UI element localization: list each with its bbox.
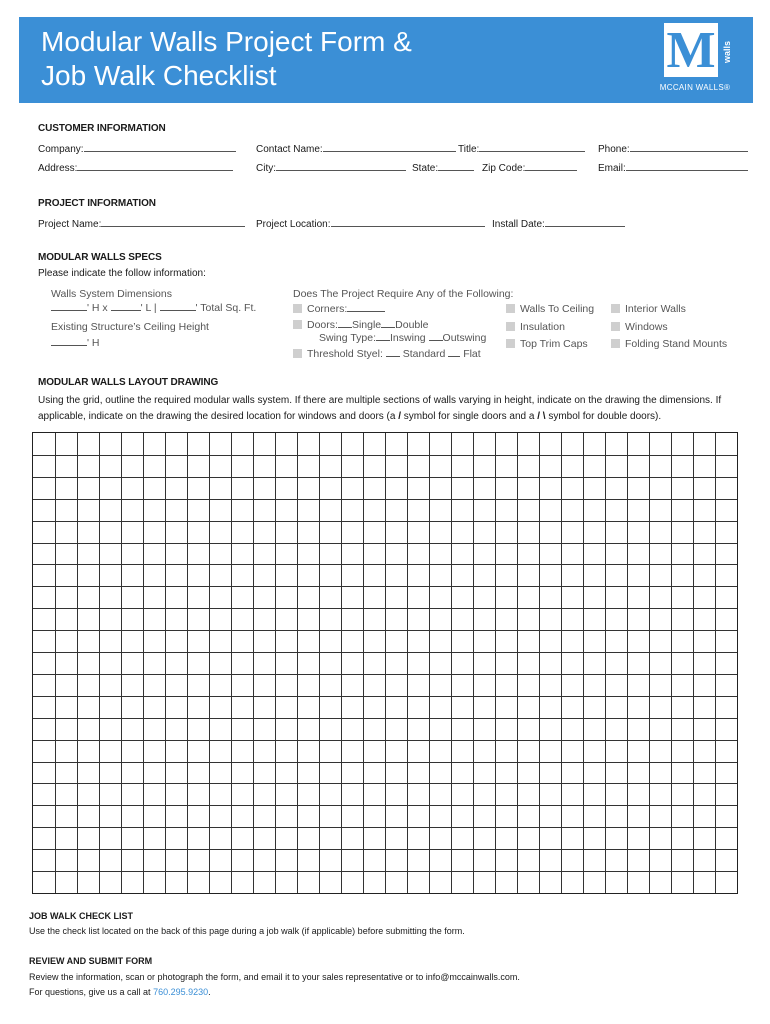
contact-name-line[interactable] xyxy=(323,143,456,152)
doors-option[interactable] xyxy=(293,319,428,331)
project-location-field[interactable] xyxy=(256,218,485,230)
height-unit: ' H x xyxy=(87,302,108,314)
layout-heading: MODULAR WALLS LAYOUT DRAWING xyxy=(38,377,219,388)
phone-field[interactable] xyxy=(598,143,748,155)
zip-line[interactable] xyxy=(525,162,577,171)
standard-line[interactable] xyxy=(386,348,400,357)
windows-label: Windows xyxy=(625,321,668,333)
interior-walls-checkbox[interactable] xyxy=(611,304,620,313)
insulation-checkbox[interactable] xyxy=(506,322,515,331)
logo-sub: walls xyxy=(722,40,732,63)
install-date-label: Install Date: xyxy=(492,219,545,230)
contact-name-label: Contact Name: xyxy=(256,144,323,155)
phone-link[interactable]: 760.295.9230 xyxy=(153,987,209,997)
folding-stand-mounts-label: Folding Stand Mounts xyxy=(625,338,728,350)
corners-line[interactable] xyxy=(347,303,385,312)
questions-text: For questions, give us a call at xyxy=(29,987,154,997)
walls-to-ceiling-checkbox[interactable] xyxy=(506,304,515,313)
title-line-1: Modular Walls Project Form & xyxy=(41,26,412,57)
project-location-line[interactable] xyxy=(331,218,485,227)
layout-desc-1: Using the grid, outline the required modular walls system. If there are multiple sections of walls varying in height, indicate on the drawing the dimensions. If applicable, indicate on the drawing the desired location for windows and doors (a xyxy=(38,395,722,422)
windows-option[interactable] xyxy=(611,321,668,333)
corners-label: Corners: xyxy=(307,303,348,315)
specs-heading: MODULAR WALLS SPECS xyxy=(38,252,162,263)
length-unit: ' L | xyxy=(140,302,157,314)
double-line[interactable] xyxy=(381,319,395,328)
logo-letter: M xyxy=(664,23,718,77)
flat-label: Flat xyxy=(463,348,481,360)
phone-line[interactable] xyxy=(630,143,748,152)
review-text: Review the information, scan or photograph the form, and email it to your sales representative or to info@mccainwalls.com. xyxy=(29,972,520,982)
questions-period: . xyxy=(208,987,211,997)
state-line[interactable] xyxy=(438,162,474,171)
doors-label: Doors: xyxy=(307,319,338,331)
email-field[interactable] xyxy=(598,162,748,174)
install-date-line[interactable] xyxy=(545,218,625,227)
title-field[interactable] xyxy=(458,143,585,155)
city-label: City: xyxy=(256,163,276,174)
standard-label: Standard xyxy=(402,348,446,360)
single-label: Single xyxy=(351,319,382,331)
double-label: Double xyxy=(395,319,429,331)
phone-label: Phone: xyxy=(598,144,630,155)
height-line[interactable] xyxy=(51,302,87,311)
insulation-option[interactable] xyxy=(506,321,565,333)
project-info-heading: PROJECT INFORMATION xyxy=(38,198,156,209)
dimensions-fields[interactable] xyxy=(51,302,256,314)
grid-lines xyxy=(33,433,737,893)
layout-desc-3: symbol for double doors). xyxy=(545,411,662,422)
logo-brand: MCCAIN WALLS® xyxy=(659,83,731,92)
project-location-label: Project Location: xyxy=(256,219,331,230)
company-line[interactable] xyxy=(84,143,236,152)
ceiling-height-line[interactable] xyxy=(51,337,87,346)
project-name-label: Project Name: xyxy=(38,219,102,230)
project-name-field[interactable] xyxy=(38,218,245,230)
sqft-unit: ' Total Sq. Ft. xyxy=(195,302,257,314)
review-heading: REVIEW AND SUBMIT FORM xyxy=(29,956,153,966)
threshold-checkbox[interactable] xyxy=(293,349,302,358)
checklist-text: Use the check list located on the back of this page during a job walk (if applicable) before submitting the form. xyxy=(29,926,465,936)
checklist-heading: JOB WALK CHECK LIST xyxy=(29,911,134,921)
walls-to-ceiling-option[interactable] xyxy=(506,303,594,315)
interior-walls-option[interactable] xyxy=(611,303,686,315)
windows-checkbox[interactable] xyxy=(611,322,620,331)
folding-stand-mounts-option[interactable] xyxy=(611,338,727,350)
outswing-label: Outswing xyxy=(442,332,487,344)
top-trim-caps-checkbox[interactable] xyxy=(506,339,515,348)
top-trim-caps-label: Top Trim Caps xyxy=(520,338,588,350)
double-door-symbol: / \ xyxy=(537,411,546,422)
title-label: Title: xyxy=(458,144,480,155)
customer-info-heading: CUSTOMER INFORMATION xyxy=(38,123,166,134)
threshold-option[interactable] xyxy=(293,348,481,360)
corners-option[interactable] xyxy=(293,303,385,315)
specs-instruction: Please indicate the follow information: xyxy=(38,268,206,279)
city-field[interactable] xyxy=(256,162,406,174)
address-label: Address: xyxy=(38,163,78,174)
swing-type-label: Swing Type: xyxy=(319,332,377,344)
company-field[interactable] xyxy=(38,143,236,155)
require-heading: Does The Project Require Any of the Following: xyxy=(293,288,514,300)
layout-description xyxy=(38,393,738,425)
mccain-walls-logo xyxy=(656,23,734,99)
insulation-label: Insulation xyxy=(520,321,565,333)
address-line[interactable] xyxy=(77,162,233,171)
address-field[interactable] xyxy=(38,162,233,174)
flat-line[interactable] xyxy=(448,348,460,357)
top-trim-caps-option[interactable] xyxy=(506,338,588,350)
single-line[interactable] xyxy=(338,319,352,328)
title-line[interactable] xyxy=(479,143,585,152)
email-line[interactable] xyxy=(626,162,748,171)
walls-to-ceiling-label: Walls To Ceiling xyxy=(520,303,595,315)
layout-desc-2: symbol for single doors and a xyxy=(401,411,538,422)
install-date-field[interactable] xyxy=(492,218,625,230)
doors-checkbox[interactable] xyxy=(293,320,302,329)
zip-field[interactable] xyxy=(482,162,577,174)
swing-type-option[interactable] xyxy=(319,332,486,344)
questions-line xyxy=(29,985,211,1000)
ceiling-height-unit: ' H xyxy=(87,337,100,349)
inswing-line[interactable] xyxy=(376,332,390,341)
interior-walls-label: Interior Walls xyxy=(625,303,686,315)
zip-label: Zip Code: xyxy=(482,163,526,174)
length-line[interactable] xyxy=(111,302,141,311)
sqft-line[interactable] xyxy=(160,302,196,311)
state-field[interactable] xyxy=(412,162,474,174)
threshold-label: Threshold Styel: xyxy=(307,348,383,360)
header-banner xyxy=(19,17,753,103)
email-label: Email: xyxy=(598,163,626,174)
page-title xyxy=(41,25,412,93)
corners-checkbox[interactable] xyxy=(293,304,302,313)
outswing-line[interactable] xyxy=(429,332,443,341)
ceiling-height-field[interactable] xyxy=(51,337,100,349)
city-line[interactable] xyxy=(276,162,406,171)
folding-stand-mounts-checkbox[interactable] xyxy=(611,339,620,348)
drawing-grid[interactable] xyxy=(32,432,738,894)
single-door-symbol: / xyxy=(398,411,402,422)
project-name-line[interactable] xyxy=(101,218,245,227)
state-label: State: xyxy=(412,163,439,174)
contact-name-field[interactable] xyxy=(256,143,456,155)
company-label: Company: xyxy=(38,144,84,155)
ceiling-height-label: Existing Structure’s Ceiling Height xyxy=(51,321,209,333)
inswing-label: Inswing xyxy=(390,332,426,344)
dimensions-label: Walls System Dimensions xyxy=(51,288,172,300)
title-line-2: Job Walk Checklist xyxy=(41,60,277,91)
